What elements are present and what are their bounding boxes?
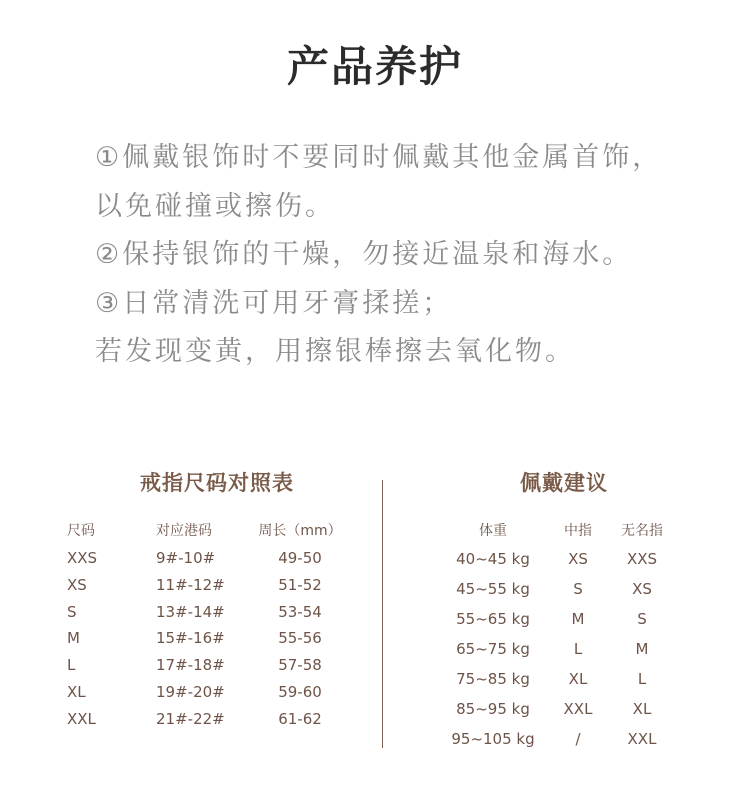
ring-size-cell: L [67,656,76,675]
ring-size-cell: 11#-12# [156,575,225,594]
wearing-advice-cell: M [635,640,649,658]
wearing-advice-cell: M [571,610,585,628]
wearing-advice-cell: 40~45 kg [456,550,530,568]
care-line: ②保持银饰的干燥，勿接近温泉和海水。 [95,239,633,270]
ring-size-cell: XL [67,683,86,701]
wearing-advice-cell: 55~65 kg [456,610,530,628]
ring-size-cell: XXS [67,549,98,567]
ring-size-cell: 19#-20# [156,683,225,701]
ring-size-header: 周长（mm） [258,523,342,539]
ring-size-cell: 61-62 [278,709,322,728]
ring-size-cell: 55-56 [278,629,322,648]
wearing-advice-cell: 75~85 kg [456,670,530,688]
ring-size-cell: 59-60 [278,683,322,701]
ring-size-cell: S [67,602,77,621]
ring-size-cell: M [67,629,80,648]
wearing-advice-cell: S [637,610,647,628]
wearing-advice-cell: XXL [563,700,593,718]
wearing-advice-cell: XL [568,670,588,688]
care-line: ①佩戴银饰时不要同时佩戴其他金属首饰， [95,142,663,173]
ring-size-cell: 51-52 [278,575,322,594]
wearing-advice-cell: XS [568,550,588,568]
wearing-advice-cell: / [575,730,581,748]
ring-size-cell: 13#-14# [156,602,225,621]
ring-size-header: 对应港码 [156,523,212,539]
wearing-advice-header: 中指 [564,523,592,539]
ring-size-cell: 53-54 [278,602,322,621]
wearing-advice-cell: 45~55 kg [456,580,530,598]
wearing-advice-cell: 95~105 kg [451,730,535,748]
wearing-advice-cell: 65~75 kg [456,640,530,658]
wearing-advice-header: 无名指 [621,523,663,539]
wearing-advice-cell: XXS [626,550,658,568]
ring-size-cell: 57-58 [278,656,322,675]
wearing-advice-cell: 85~95 kg [456,700,530,718]
ring-size-cell: 17#-18# [156,656,225,675]
wearing-advice-cell: L [573,640,583,658]
page-title: 产品养护 [286,42,463,91]
ring-size-cell: 15#-16# [156,629,225,648]
wearing-advice-cell: L [637,670,647,688]
wearing-advice-header: 体重 [479,523,507,539]
wearing-advice-cell: XL [632,700,652,718]
care-line: 若发现变黄，用擦银棒擦去氧化物。 [95,336,575,367]
care-instructions [95,134,715,377]
wearing-advice-title: 佩戴建议 [520,471,608,495]
ring-size-cell: 9#-10# [156,549,216,567]
ring-size-cell: 49-50 [278,549,322,567]
ring-size-header: 尺码 [67,523,95,539]
ring-size-table-title: 戒指尺码对照表 [140,471,294,495]
ring-size-cell: 21#-22# [156,709,225,728]
care-line: 以免碰撞或擦伤。 [95,190,335,222]
ring-size-cell: XS [67,575,87,594]
ring-size-cell: XXL [67,709,96,728]
wearing-advice-cell: XXL [627,730,657,748]
care-line: ③日常清洗可用牙膏揉搓； [95,287,453,319]
wearing-advice-cell: S [573,580,583,598]
wearing-advice-cell: XS [632,580,652,598]
